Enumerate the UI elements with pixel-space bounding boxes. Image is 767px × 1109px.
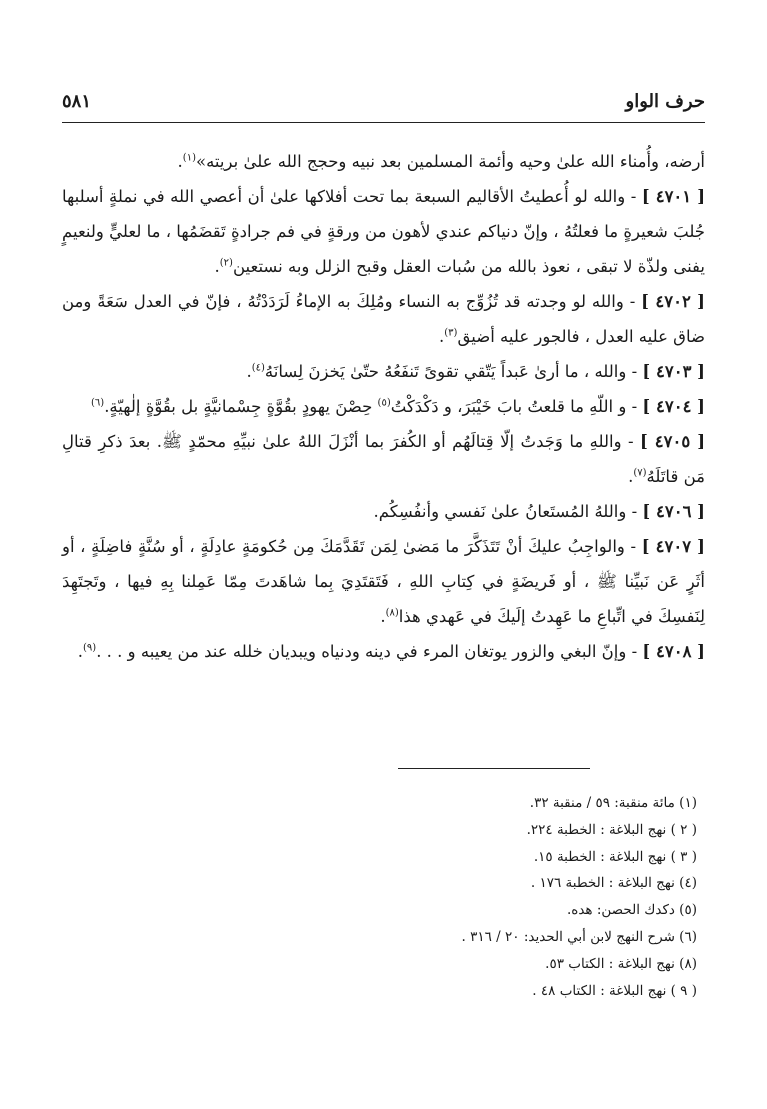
- header-divider: [62, 122, 705, 123]
- entry-number: [ ٤٧٠٧ ]: [641, 537, 705, 556]
- entry-text: - واللهُ المُستَعانُ علىٰ نَفسي وأنفُسِكُم.: [373, 502, 638, 521]
- entry-4708: [ ٤٧٠٨ ] - وإنّ البغي والزور يوتغان المرء في دينه ودنياه ويبديان خلله عند من يعيبه و . . .$^{(٩)}$.: [77, 642, 705, 661]
- entry-text: - وإنّ البغي والزور يوتغان المرء في دينه ودنياه ويبديان خلله عند من يعيبه و . . .: [96, 642, 638, 661]
- chapter-title: حرف الواو: [625, 90, 705, 112]
- entry-number: [ ٤٧٠١ ]: [641, 187, 705, 206]
- entry-4704: [62, 389, 705, 424]
- entry-4705: [ ٤٧٠٥ ] - واللهِ ما وَجَدتُ إلّا قِتالَهُم أو الكُفرَ بما أنْزَلَ اللهُ علىٰ نبيِّهِ محمّدٍ ﷺ. بعدَ ذكرِ قتالِ مَن قاتَلَهُ$^{(٧)}$.: [62, 432, 706, 486]
- entry-4702: [ ٤٧٠٢ ] - والله لو وجدته قد تُزُوِّج به النساء ومُلِكَ به الإماءُ لَرَدَدْتُهُ ، فإنّ في العدل سَعَةً ومن ضاق عليه العدل ، فالجور عليه أضيق$^{(٣)}$.: [62, 292, 705, 346]
- entry-number: [ ٤٧٠٢ ]: [641, 292, 705, 311]
- footnote-ref: (٥): [377, 397, 391, 409]
- footnote-ref: (١): [182, 152, 196, 164]
- footnote-4: (٤) نهج البلاغة : الخطبة ١٧٦ .: [530, 875, 697, 892]
- entry-text-cont: حِصْنَ يهودٍ بقُوَّةٍ جِسْمانيَّةٍ بل بقُوَّةٍ إلٰهيّةٍ.: [104, 397, 378, 416]
- footnote-ref: (٤): [251, 362, 265, 374]
- footnote-ref: (٨): [385, 607, 399, 619]
- entry-number: [ ٤٧٠٤ ]: [642, 397, 705, 416]
- entry-number: [ ٤٧٠٨ ]: [642, 642, 705, 661]
- footnote-1: (١) مائة منقبة: ٥٩ / منقبة ٣٢.: [529, 795, 697, 811]
- entry-text: - والله لو أُعطيتُ الأقاليم السبعة بما تحت أفلاكها علىٰ أن أعصي الله في نملةٍ أسلبها جُلبَ شعيرةٍ ما فعلتُهُ ، وإنّ دنياكم عندي لأهون من ورقةٍ في فم جرادةٍ تَقضَمُها ، ما لعليٍّ ولنعيمٍ يفنى ولذّة لا تبقى ، نعوذ بالله من سُبات العقل وقبح الزلل وبه نستعين: [62, 187, 705, 276]
- page-header: [62, 86, 705, 116]
- entry-4701: [ ٤٧٠١ ] - والله لو أُعطيتُ الأقاليم السبعة بما تحت أفلاكها علىٰ أن أعصي الله في نملةٍ أسلبها جُلبَ شعيرةٍ ما فعلتُهُ ، وإنّ دنياكم عندي لأهون من ورقةٍ في فم جرادةٍ تَقضَمُها ، ما لعليٍّ ولنعيمٍ يفنى ولذّة لا تبقى ، نعوذ بالله من سُبات العقل وقبح الزلل وبه نستعين$^{(٢)}$.: [62, 187, 705, 276]
- entry-4706: [62, 494, 705, 529]
- footnote-ref: (٣): [444, 327, 458, 339]
- footnote-ref: (٧): [633, 467, 647, 479]
- entry-text: - والله ، ما أرىٰ عَبداً يَتّقي تقوىً تَنفَعُهُ حتّىٰ يَخزنَ لِسانَهُ: [264, 362, 638, 381]
- footnote-8: (٨) نهج البلاغة : الكتاب ٥٣.: [545, 955, 697, 972]
- footnote-ref: (٢): [219, 257, 233, 269]
- intro-paragraph: أرضه، وأُمناء الله علىٰ وحيه وأئمة المسلمين بعد نبيه وحجج الله علىٰ بريته»$^{(١)}$.: [177, 152, 705, 171]
- footnote-6: (٦) شرح النهج لابن أبي الحديد: ٢٠ / ٣١٦ .: [461, 928, 697, 945]
- footnote-ref: (٦): [91, 397, 105, 409]
- main-text: [62, 144, 705, 669]
- entry-4707: [ ٤٧٠٧ ] - والواجِبُ عليكَ أنْ تَتَذَكَّرَ ما مَضىٰ لِمَن تَقَدَّمَكَ مِن حُكومَةٍ عادِلَةٍ ، أو سُنَّةٍ فاضِلَةٍ ، أو أثَرٍ عَن نَبيِّنا ﷺ ، أو فَريضَةٍ في كِتابِ اللهِ ، فَتَقتَدِيَ بِما شاهَدتَ مِمّا عَمِلنا بِهِ فيها ، وتَجتَهِدَ لِنَفسِكَ في اتِّباعِ ما عَهِدتُ إلَيكَ في عَهدي هذا$^{(٨)}$.: [62, 537, 705, 626]
- footnote-2: ( ٢ ) نهج البلاغة : الخطبة ٢٢٤.: [526, 821, 697, 838]
- entry-text: - والواجِبُ عليكَ أنْ تَتَذَكَّرَ ما مَضىٰ لِمَن تَقَدَّمَكَ مِن حُكومَةٍ عادِلَةٍ ، أو سُنَّةٍ فاضِلَةٍ ، أو أثَرٍ عَن نَبيِّنا ﷺ ، أو فَريضَةٍ في كِتابِ اللهِ ، فَتَقتَدِيَ بِما شاهَدتَ مِمّا عَمِلنا بِهِ فيها ، وتَجتَهِدَ لِنَفسِكَ في اتِّباعِ ما عَهِدتُ إلَيكَ في عَهدي هذا: [62, 537, 705, 626]
- entry-text: - و اللّهِ ما قلعتُ بابَ خَيْبَرَ، و دَكْدَكْتُ: [390, 397, 638, 416]
- footnote-5: (٥) دكدك الحصن: هده.: [566, 902, 697, 919]
- entry-text: - والله لو وجدته قد تُزُوِّج به النساء ومُلِكَ به الإماءُ لَرَدَدْتُهُ ، فإنّ في العدل سَعَةً ومن ضاق عليه العدل ، فالجور عليه أضيق: [62, 292, 705, 346]
- page-number: ٥٨١: [62, 90, 92, 112]
- footnote-ref: (٩): [83, 642, 97, 654]
- entry-4703: [ ٤٧٠٣ ] - والله ، ما أرىٰ عَبداً يَتّقي تقوىً تَنفَعُهُ حتّىٰ يَخزنَ لِسانَهُ$^{(٤)}$.: [246, 362, 705, 381]
- footnotes: [62, 790, 705, 1004]
- entry-number: [ ٤٧٠٣ ]: [642, 362, 705, 381]
- footnote-3: ( ٣ ) نهج البلاغة : الخطبة ١٥.: [533, 848, 697, 865]
- entry-number: [ ٤٧٠٦ ]: [642, 502, 705, 521]
- footnote-divider: [398, 768, 590, 769]
- entry-text: - واللهِ ما وَجَدتُ إلّا قِتالَهُم أو الكُفرَ بما أنْزَلَ اللهُ علىٰ نبيِّهِ محمّدٍ ﷺ. بعدَ ذكرِ قتالِ مَن قاتَلَهُ: [62, 432, 705, 486]
- footnote-9: ( ٩ ) نهج البلاغة : الكتاب ٤٨ .: [532, 982, 697, 999]
- entry-number: [ ٤٧٠٥ ]: [640, 432, 706, 451]
